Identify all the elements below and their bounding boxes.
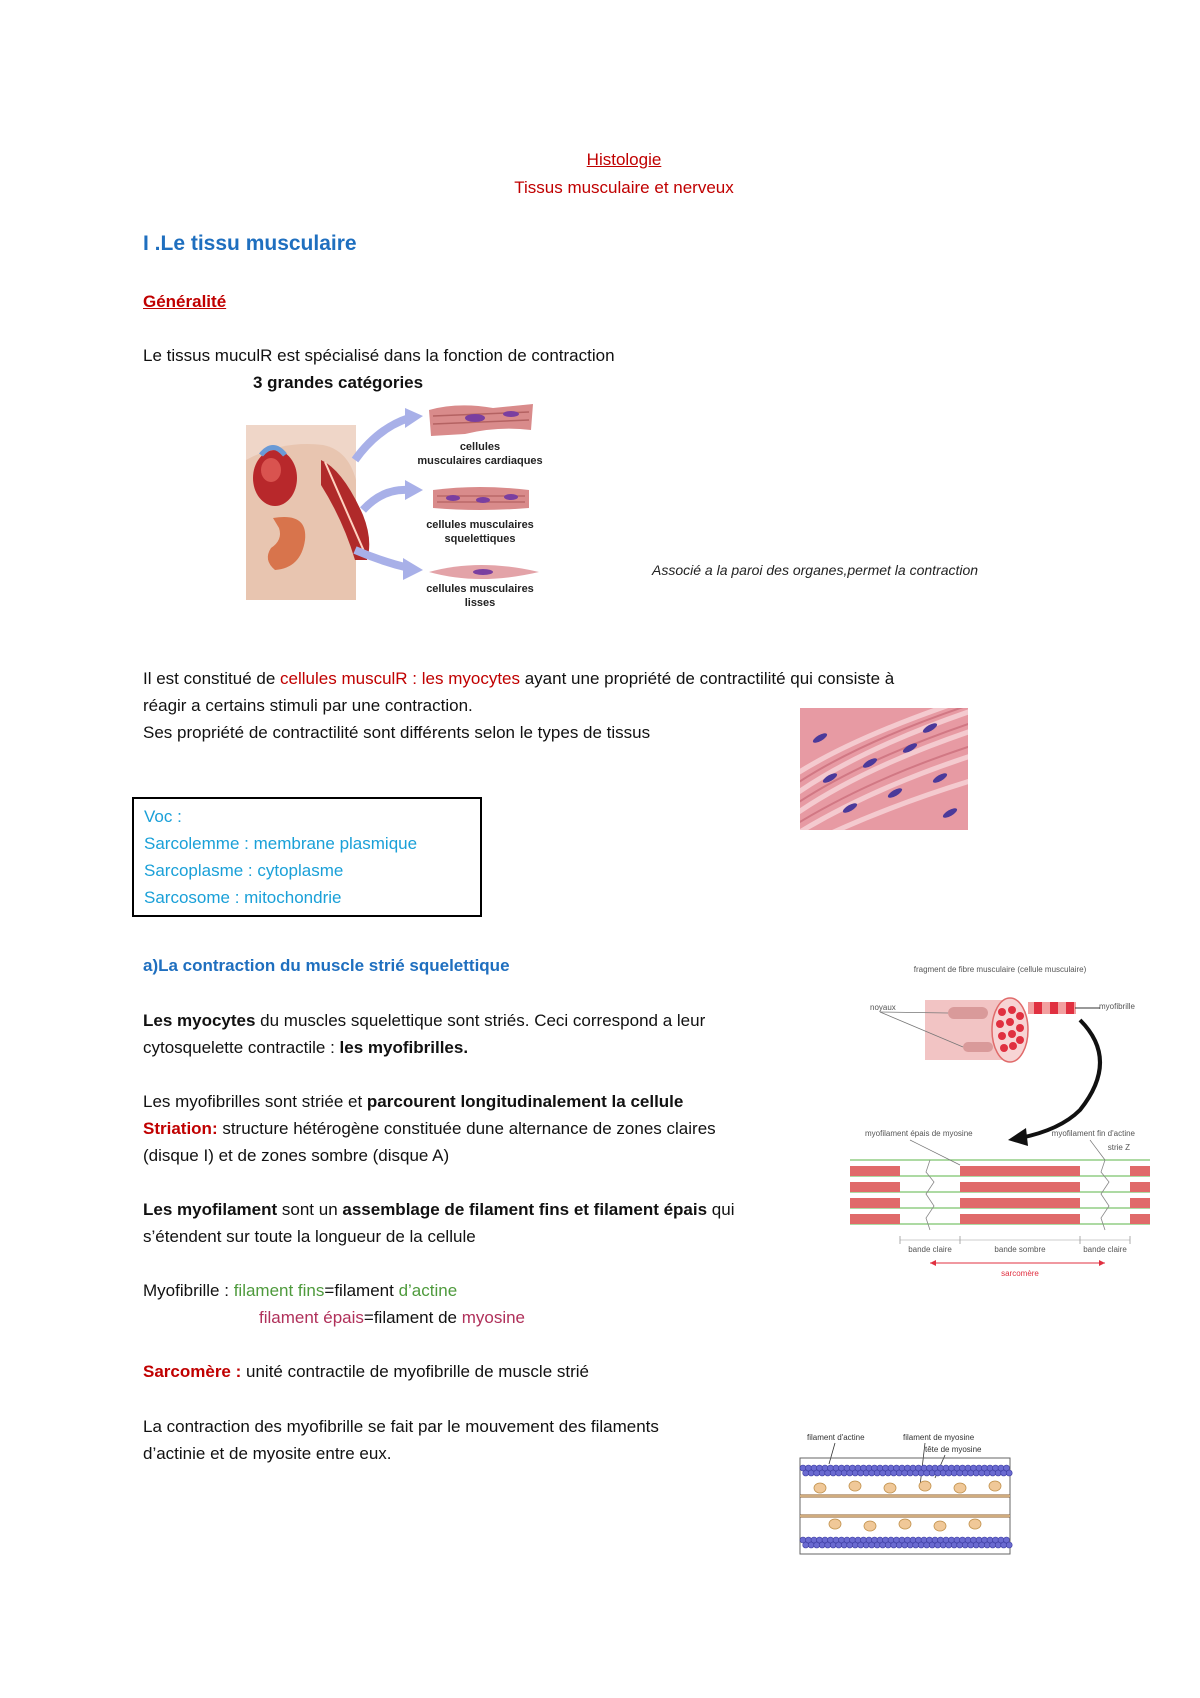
p2-a: Les myofibrilles sont striée et <box>143 1092 367 1111</box>
p-striation <box>143 1115 716 1142</box>
p-myofibrilles <box>143 1088 683 1115</box>
p4-b: sont un <box>277 1200 343 1219</box>
p-myofilament <box>143 1196 734 1223</box>
fig-actin-label: myofilament fin d'actine <box>1051 1129 1135 1138</box>
p4-a: Les myofilament <box>143 1200 278 1219</box>
intro-text: Le tissus muculR est spécialisé dans la fonction de contraction <box>143 346 615 365</box>
sarcomere-text: unité contractile de myofibrille de muscle strié <box>241 1362 589 1381</box>
label-smooth-1: cellules musculaires <box>426 583 534 595</box>
page-subtitle: Tissus musculaire et nerveux <box>514 178 734 197</box>
page-title: Histologie <box>586 150 662 169</box>
p-disques: (disque I) et de zones sombre (disque A) <box>143 1146 450 1165</box>
fig-strie-z: strie Z <box>1107 1143 1130 1152</box>
fig-sarcomere-label: sarcomère <box>1001 1269 1039 1278</box>
filaments-figure <box>795 1430 1015 1570</box>
voc-title: Voc : <box>144 807 182 826</box>
myo-epais: filament épais <box>259 1308 364 1327</box>
p1-c: ayant une propriété de contractilité qui consiste à <box>520 669 895 688</box>
sarcomere-label: Sarcomère : <box>143 1362 242 1381</box>
label-skeletal-1: cellules musculaires <box>426 519 534 531</box>
categories-label: 3 grandes catégories <box>253 373 424 392</box>
smooth-muscle-note: Associé a la paroi des organes,permet la contraction <box>652 562 979 578</box>
fig-bande-claire-2: bande claire <box>1083 1245 1127 1254</box>
p1-a: Il est constitué de <box>143 669 281 688</box>
p4-c: assemblage de filament fins et filament épais <box>342 1200 708 1219</box>
myo-eq1: =filament <box>324 1281 399 1300</box>
myo-actine: d’actine <box>398 1281 458 1300</box>
myo-label: Myofibrille : <box>143 1281 234 1300</box>
p4-d: qui <box>707 1200 735 1219</box>
p2-b: parcourent longitudinalement la cellule <box>366 1092 684 1111</box>
label-cardiac-2: musculaires cardiaques <box>417 455 543 467</box>
p3-a: Striation: <box>143 1119 218 1138</box>
p3-b: structure hétérogène constituée dune alternance de zones claires <box>217 1119 716 1138</box>
myo-eq2: =filament de <box>363 1308 462 1327</box>
sarcomere-def <box>143 1358 589 1385</box>
actin-bead <box>1006 1542 1012 1548</box>
section-a-heading: a)La contraction du muscle strié squelettique <box>143 956 510 975</box>
fig-myofibrille: myofibrille <box>1098 1002 1135 1011</box>
actin-bead <box>1006 1470 1012 1476</box>
myo-fins: filament fins <box>233 1281 325 1300</box>
label-cardiac-1: cellules <box>459 441 501 453</box>
fig-top-caption: fragment de fibre musculaire (cellule musculaire) <box>913 965 1087 974</box>
fig-myosin: filament de myosine <box>903 1433 975 1442</box>
voc-sarcosome: Sarcosome : mitochondrie <box>144 888 342 907</box>
fig-myosin-label: myofilament épais de myosine <box>865 1129 973 1138</box>
paragraph-contractility: Ses propriété de contractilité sont différents selon le types de tissus <box>143 723 651 742</box>
fig-noyaux: noyaux <box>870 1003 896 1012</box>
voc-sarcoplasme: Sarcoplasme : cytoplasme <box>144 861 344 880</box>
sarcomere-figure <box>850 960 1150 1300</box>
p-myocytes-stries <box>143 1007 705 1034</box>
cardiac-tissue-image <box>800 708 968 830</box>
p-contraction: La contraction des myofibrille se fait par le mouvement des filaments <box>143 1417 659 1436</box>
myo-myosine: myosine <box>461 1308 526 1327</box>
paragraph-myocytes-line2: réagir a certains stimuli par une contraction. <box>143 696 473 715</box>
voc-sarcolemme: Sarcolemme : membrane plasmique <box>144 834 418 853</box>
p1-a: Les myocytes <box>143 1011 256 1030</box>
label-skeletal-2: squelettiques <box>444 533 516 545</box>
myofibrille-def-2 <box>259 1304 525 1331</box>
p1l2-a: cytosquelette contractile : <box>143 1038 340 1057</box>
p-cytosquelette <box>143 1034 468 1061</box>
fig-bande-sombre: bande sombre <box>994 1245 1046 1254</box>
fig-bande-claire-1: bande claire <box>908 1245 952 1254</box>
label-smooth-2: lisses <box>464 597 496 609</box>
myofibrille-def-1 <box>143 1277 457 1304</box>
p-longueur: s’étendent sur toute la longueur de la cellule <box>143 1227 476 1246</box>
fig-heads: tête de myosine <box>925 1445 982 1454</box>
p1l2-b: les myofibrilles. <box>339 1038 469 1057</box>
muscle-categories-figure <box>243 400 553 612</box>
p-contraction-2: d’actinie et de myosite entre eux. <box>143 1444 392 1463</box>
subheading-generalite: Généralité <box>143 292 227 311</box>
section-heading: I .Le tissu musculaire <box>143 232 357 255</box>
fig-actin: filament d'actine <box>807 1433 865 1442</box>
paragraph-myocytes <box>143 665 894 692</box>
p1-b: du muscles squelettique sont striés. Ceci correspond a leur <box>255 1011 706 1030</box>
p1-b: cellules musculR : les myocytes <box>280 669 520 688</box>
